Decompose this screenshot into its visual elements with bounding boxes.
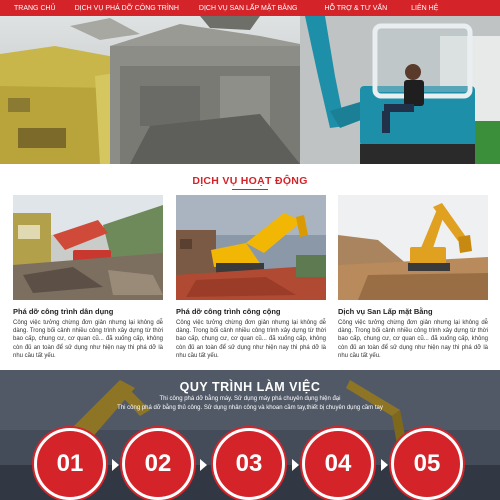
main-nav [0, 0, 500, 16]
service-card-description: Công việc tưởng chừng đơn giản nhưng lại không dễ dàng. Trong bối cảnh nhiều công trình xây dựng từ thời bao cấp, chung cư, cơ quan cũ... đã xuống cấp, không còn đủ an toàn để sử dụng như hiện nay thì phá dỡ là nhu cầu tất yếu. [338, 320, 488, 359]
service-card-land-leveling [338, 195, 488, 360]
service-card-title[interactable]: Phá dỡ công trình công cộng [176, 307, 281, 316]
civil-demolition-photo[interactable] [13, 195, 163, 300]
process-machine-description: Thi công phá dỡ bằng máy. Sử dụng máy phá chuyên dụng hiện đại [159, 396, 341, 402]
services-title: DỊCH VỤ HOẠT ĐỘNG [192, 175, 308, 187]
process-section [0, 370, 500, 500]
service-card-civil-demolition [13, 195, 163, 360]
service-card-description: Công việc tưởng chừng đơn giản nhưng lại không dễ dàng. Trong bối cảnh nhiều công trình xây dựng từ thời bao cấp, chung cư, cơ quan cũ... đã xuống cấp, không còn đủ an toàn để sử dụng như hiện nay thì phá dỡ là nhu cầu tất yếu. [13, 320, 163, 359]
hero-banner [0, 16, 500, 164]
service-card-public-demolition [176, 195, 326, 360]
nav-demolition-service[interactable]: DỊCH VỤ PHÁ DỠ CÔNG TRÌNH [74, 4, 179, 12]
process-step-4[interactable] [302, 428, 374, 500]
hero-demolition-photo [0, 16, 500, 164]
service-card-description: Công việc tưởng chừng đơn giản nhưng lại không dễ dàng. Trong bối cảnh nhiều công trình xây dựng từ thời bao cấp, chung cư, cơ quan cũ... đã xuống cấp, không còn đủ an toàn để sử dụng như hiện nay thì phá dỡ là nhu cầu tất yếu. [176, 320, 326, 359]
nav-leveling-service[interactable]: DỊCH VỤ SAN LẤP MẶT BẰNG [198, 4, 298, 12]
nav-home[interactable]: TRANG CHỦ [14, 4, 56, 12]
process-arrow-icon [381, 459, 388, 471]
public-demolition-photo[interactable] [176, 195, 326, 300]
service-card-title[interactable]: Phá dỡ công trình dân dụng [13, 307, 114, 316]
services-title-underline [232, 189, 268, 190]
process-step-number: 04 [324, 450, 352, 477]
process-step-number: 05 [413, 450, 441, 477]
process-title: QUY TRÌNH LÀM VIỆC [179, 380, 321, 394]
process-arrow-icon [200, 459, 207, 471]
process-step-2[interactable] [122, 428, 194, 500]
process-arrow-icon [292, 459, 299, 471]
process-step-number: 02 [144, 450, 172, 477]
nav-support[interactable]: HỖ TRỢ & TƯ VẤN [324, 4, 388, 12]
process-step-3[interactable] [213, 428, 285, 500]
process-arrow-icon [112, 459, 119, 471]
nav-contact[interactable]: LIÊN HỆ [411, 4, 439, 12]
land-leveling-photo[interactable] [338, 195, 488, 300]
process-step-1[interactable] [34, 428, 106, 500]
process-step-number: 01 [56, 450, 84, 477]
service-card-title[interactable]: Dịch vụ San Lấp mặt Bằng [338, 307, 433, 316]
process-manual-description: Thi công phá dỡ bằng thủ công. Sử dụng nhân công và khoan cầm tay,thiết bị chuyên dụng cầm tay [117, 405, 383, 411]
process-step-number: 03 [235, 450, 263, 477]
process-step-5[interactable] [391, 428, 463, 500]
